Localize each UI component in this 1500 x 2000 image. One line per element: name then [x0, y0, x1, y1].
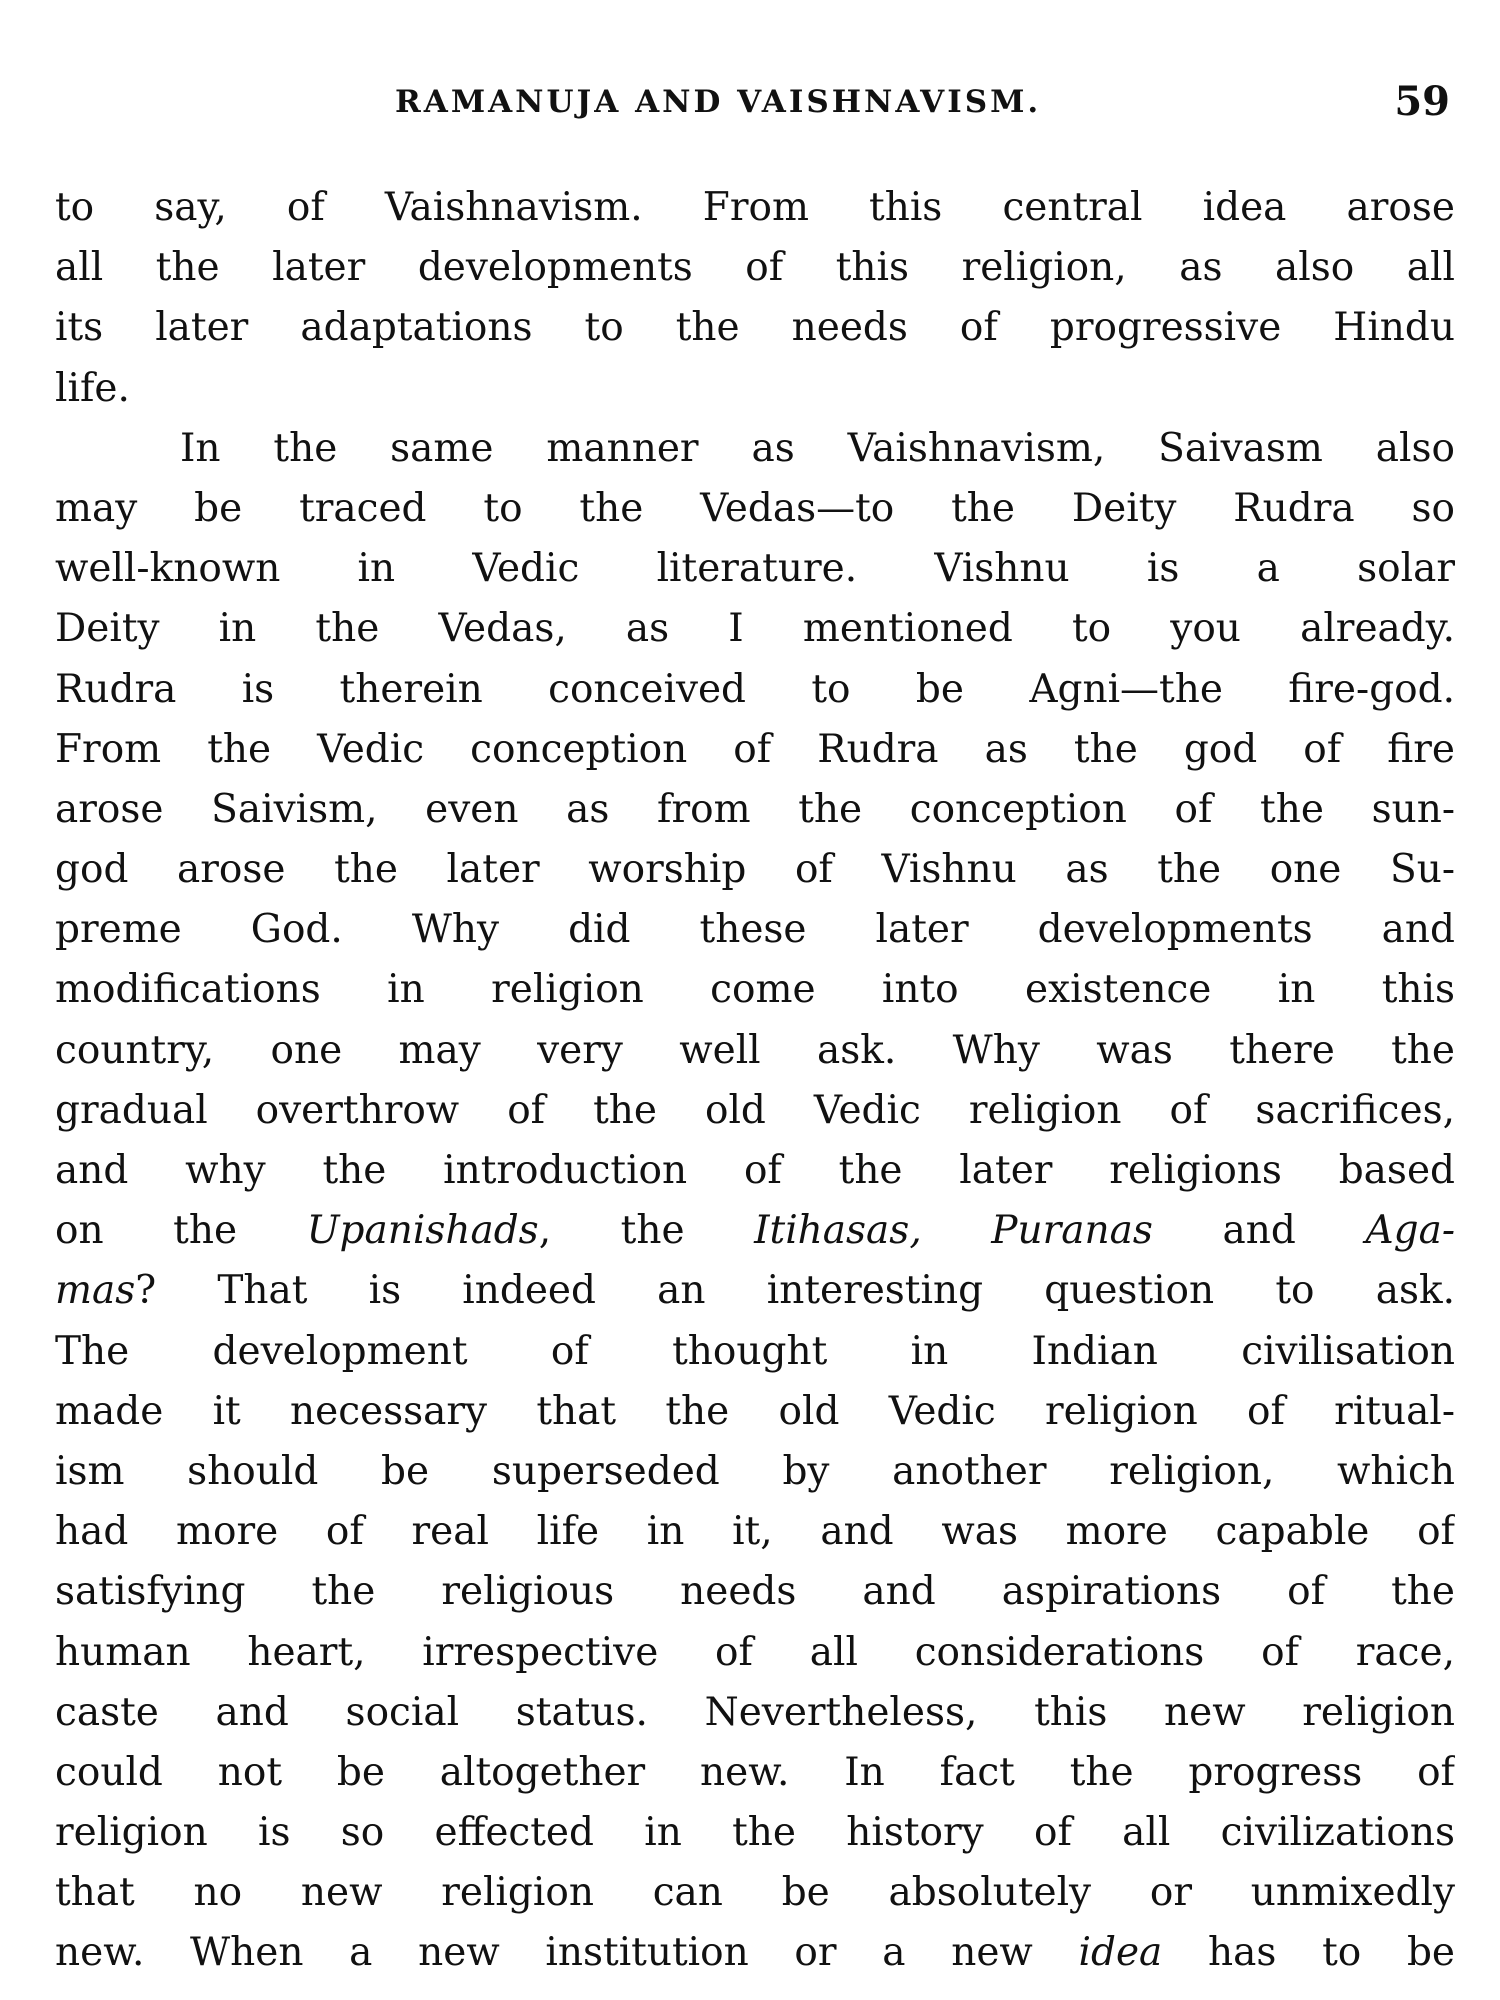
- text-line: satisfying the religious needs and aspirations of the: [55, 1569, 1455, 1615]
- text-line: [55, 1923, 1455, 1983]
- body-text: [55, 178, 1455, 1984]
- text-line: The development of thought in Indian civilisation: [55, 1328, 1455, 1374]
- text-line: all the later developments of this religion, as also all: [55, 245, 1455, 291]
- italic-text: Upanishads: [306, 1208, 539, 1254]
- page-number: 59: [1394, 78, 1450, 125]
- text-segment: ? That is indeed an interesting question to ask.: [135, 1268, 1455, 1314]
- text-line: god arose the later worship of Vishnu as the one Su-: [55, 847, 1455, 893]
- text-line: gradual overthrow of the old Vedic religion of sacrifices,: [55, 1087, 1455, 1133]
- text-line: country, one may very well ask. Why was there the: [55, 1027, 1455, 1073]
- text-line: and why the introduction of the later religions based: [55, 1148, 1455, 1193]
- text-line: From the Vedic conception of Rudra as the god of fire: [55, 726, 1455, 772]
- text-line: [55, 1201, 1455, 1261]
- text-line: modifications in religion come into existence in this: [55, 967, 1455, 1013]
- text-line: may be traced to the Vedas—to the Deity Rudra so: [55, 485, 1455, 531]
- text-line: well-known in Vedic literature. Vishnu is a solar: [55, 546, 1455, 592]
- text-line: that no new religion can be absolutely or unmixedly: [55, 1870, 1455, 1916]
- text-segment: has to be: [1162, 1930, 1455, 1976]
- italic-text: Aga-: [1365, 1208, 1455, 1254]
- text-segment: , the: [538, 1208, 755, 1254]
- text-line: its later adaptations to the needs of progressive Hindu: [55, 305, 1455, 351]
- text-line: made it necessary that the old Vedic religion of ritual-: [55, 1388, 1455, 1434]
- text-line: caste and social status. Nevertheless, this new religion: [55, 1689, 1455, 1735]
- text-line: Deity in the Vedas, as I mentioned to you already.: [55, 606, 1455, 652]
- text-segment: and: [1152, 1208, 1366, 1254]
- text-line: to say, of Vaishnavism. From this central idea arose: [55, 185, 1455, 230]
- text-line: [55, 1261, 1455, 1321]
- running-title: RAMANUJA AND VAISHNAVISM.: [395, 84, 1042, 120]
- text-line: arose Saivism, even as from the conception of the sun-: [55, 786, 1455, 832]
- text-segment: new. When a new institution or a new: [55, 1930, 1079, 1976]
- text-line: could not be altogether new. In fact the progress of: [55, 1749, 1455, 1795]
- text-segment: on the: [55, 1208, 307, 1254]
- italic-text: mas: [55, 1268, 136, 1314]
- italic-text: idea: [1078, 1930, 1163, 1976]
- text-line: had more of real life in it, and was more capable of: [55, 1509, 1455, 1555]
- italic-text: Itihasas, Puranas: [754, 1208, 1153, 1254]
- text-line: ism should be superseded by another religion, which: [55, 1448, 1455, 1494]
- text-line: In the same manner as Vaishnavism, Saivasm also: [180, 425, 1455, 471]
- text-line: preme God. Why did these later developments and: [55, 907, 1455, 953]
- text-line: religion is so effected in the history of all civilizations: [55, 1810, 1455, 1856]
- running-head: [55, 78, 1455, 128]
- text-line: life.: [55, 365, 130, 411]
- text-line: Rudra is therein conceived to be Agni—the fire-god.: [55, 666, 1455, 712]
- text-line: human heart, irrespective of all considerations of race,: [55, 1629, 1455, 1675]
